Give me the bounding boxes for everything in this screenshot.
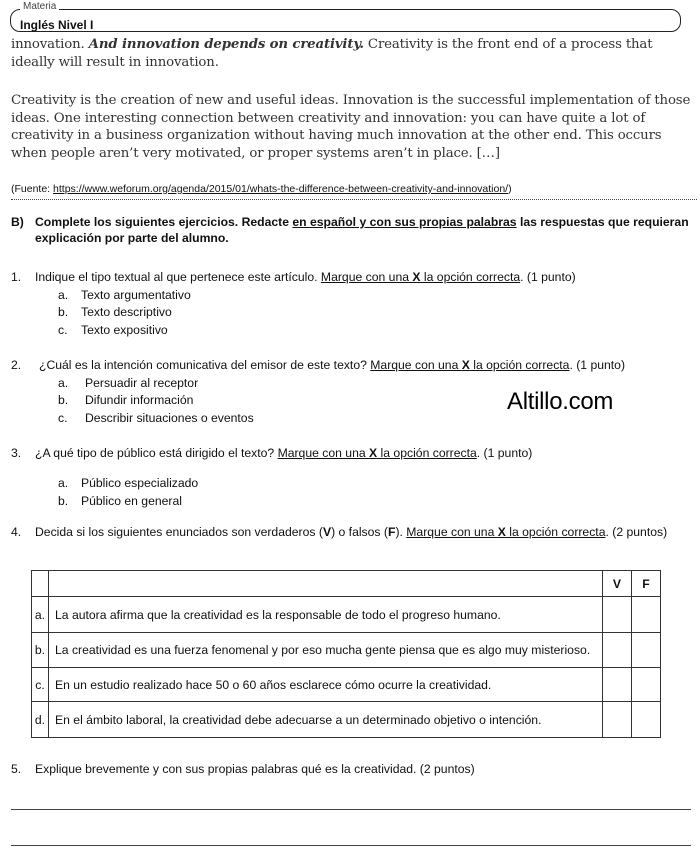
q3-option-text: Público en general — [81, 494, 182, 508]
row-statement: En un estudio realizado hace 50 o 60 años esclarece cómo ocurre la creatividad. — [49, 668, 603, 702]
row-statement: La autora afirma que la creatividad es la responsable de todo el progreso humano. — [49, 597, 603, 633]
row-letter: d. — [32, 702, 49, 738]
source-citation: (Fuente: https://www.weforum.org/agenda/2015/01/whats-the-difference-between-creativity-and-innovation/) — [11, 183, 512, 195]
q1-option-letter: a. — [58, 288, 69, 302]
row-letter: c. — [32, 668, 49, 702]
table-header-cell — [32, 571, 49, 597]
table-row — [32, 702, 661, 738]
q3-number: 3. — [11, 446, 22, 460]
q3-text: ¿A qué tipo de público está dirigido el texto? Marque con una X la opción correcta. (1 punto) — [35, 446, 533, 460]
q1-option-text: Texto descriptivo — [81, 305, 172, 319]
false-checkbox-cell[interactable] — [632, 633, 661, 668]
false-checkbox-cell[interactable] — [632, 597, 661, 633]
row-statement: La creatividad es una fuerza fenomenal y por eso mucha gente piensa que es algo muy misterioso. — [49, 633, 603, 668]
materia-box — [10, 9, 681, 32]
q1-option-text: Texto argumentativo — [81, 288, 191, 302]
table-row — [32, 597, 661, 633]
q5-number: 5. — [11, 762, 22, 776]
true-checkbox-cell[interactable] — [603, 702, 632, 738]
table-header-row — [32, 571, 661, 597]
table-row — [32, 633, 661, 668]
emphasis-text: And innovation depends on creativity. — [88, 37, 364, 52]
q3-option-text: Público especializado — [81, 476, 199, 490]
false-checkbox-cell[interactable] — [632, 668, 661, 702]
q1-option-letter: c. — [58, 323, 68, 337]
q2-option-letter: b. — [58, 393, 69, 407]
q5-text: Explique brevemente y con sus propias palabras qué es la creatividad. (2 puntos) — [35, 762, 475, 776]
materia-label: Materia — [20, 1, 59, 12]
q1-option-letter: b. — [58, 305, 69, 319]
q2-option-text: Difundir información — [85, 393, 194, 407]
q2-option-letter: c. — [58, 411, 68, 425]
q4-number: 4. — [11, 525, 22, 539]
true-checkbox-cell[interactable] — [603, 668, 632, 702]
row-letter: a. — [32, 597, 49, 633]
row-letter: b. — [32, 633, 49, 668]
row-statement: En el ámbito laboral, la creatividad debe adecuarse a un determinado objetivo o intención. — [49, 702, 603, 738]
source-link[interactable]: https://www.weforum.org/agenda/2015/01/whats-the-difference-between-creativity-and-innovation/ — [53, 183, 509, 195]
dotted-divider — [11, 199, 697, 200]
q2-option-text: Describir situaciones o eventos — [85, 411, 254, 425]
true-checkbox-cell[interactable] — [603, 597, 632, 633]
q1-number: 1. — [11, 270, 22, 284]
q1-text: Indique el tipo textual al que pertenece este artículo. Marque con una X la opción correcta. (1 punto) — [35, 270, 576, 284]
q2-option-letter: a. — [58, 376, 69, 390]
table-row — [32, 668, 661, 702]
q2-option-text: Persuadir al receptor — [85, 376, 199, 390]
q2-text: ¿Cuál es la intención comunicativa del emisor de este texto? Marque con una X la opción correcta. (1 punto) — [39, 358, 626, 372]
q4-text: Decida si los siguientes enunciados son verdaderos (V) o falsos (F). Marque con una X la opción correcta. (2 puntos) — [35, 525, 668, 539]
header-false: F — [632, 571, 661, 597]
q3-option-letter: a. — [58, 476, 69, 490]
table-header-cell — [49, 571, 603, 597]
q3-option-letter: b. — [58, 494, 69, 508]
answer-line[interactable] — [11, 809, 691, 810]
true-checkbox-cell[interactable] — [603, 633, 632, 668]
materia-value: Inglés Nivel I — [20, 18, 94, 32]
reading-paragraph-2: Creativity is the creation of new and useful ideas. Innovation is the successful implementation of those ideas. One interesting connection between creativity and innovation: you can have quite a lot of creativity in a business organization without having much innovation at the other end. This occurs when people aren’t very motivated, or proper systems aren’t in place. […] — [11, 93, 691, 161]
true-false-table — [31, 570, 661, 738]
answer-line[interactable] — [11, 845, 691, 846]
watermark: Altillo.com — [507, 388, 614, 415]
header-true: V — [603, 571, 632, 597]
reading-paragraph-1: innovation. And innovation depends on creativity. Creativity is the front end of a process that ideally will result in innovation. — [11, 37, 653, 70]
false-checkbox-cell[interactable] — [632, 702, 661, 738]
q1-option-text: Texto expositivo — [81, 323, 168, 337]
q2-number: 2. — [11, 358, 22, 372]
